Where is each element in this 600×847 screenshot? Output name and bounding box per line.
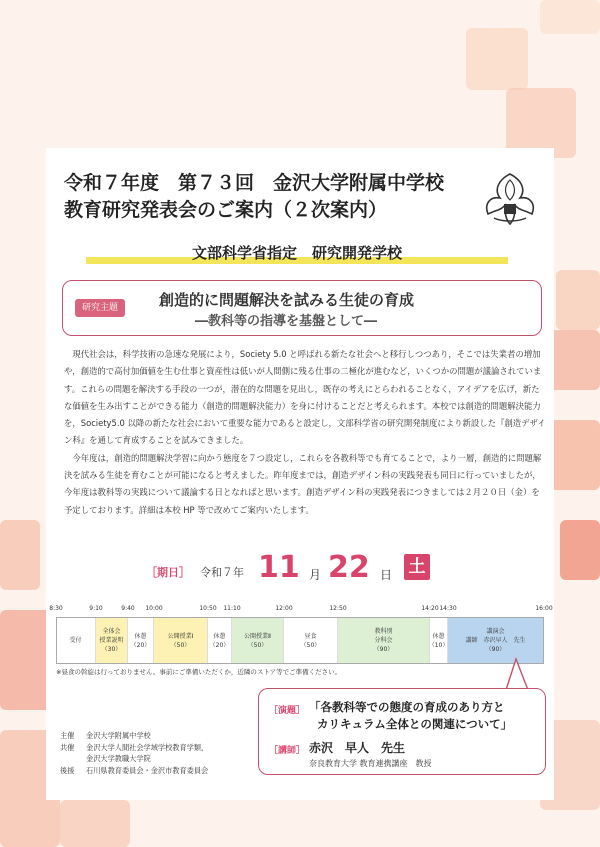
schedule-tick-label: 9:40 [121,605,135,612]
event-date [146,550,446,590]
schedule-segment-duration: （10） [428,641,449,649]
schedule-segment-label: 受付 [69,637,82,644]
schedule-segment [96,617,128,664]
background-square [550,420,600,490]
schedule-tick-label: 11:10 [223,605,241,612]
intro-paragraph-2: 今年度は，創造的問題解決学習に向かう態度を７つ設定し，これらを各教科等でも育てることで，より一層，創造的に問題解決を試みる生徒を育むことが可能になると考えました。昨年度までは，創造デザイン科の実践発表も同日に行っていましたが，今年度は教科等の実践について議論する日となればと思います。創造デザイン科の実践発表につきましては２月２０日（金）を予定しております。詳細は本校 HP 等で改めてご案内いたします。 [64,452,542,515]
background-square [0,610,52,710]
designation-heading: 文部科学省指定 研究開発学校 [191,244,402,262]
organizers-list [60,730,208,776]
background-square [560,520,600,580]
schedule-tick-label: 12:00 [275,605,293,612]
schedule-segment [128,617,154,664]
intro-text [64,346,546,519]
schedule-segment-duration: （50） [170,641,191,649]
theme-main-title: 創造的に問題解決を試みる生徒の育成 [159,291,415,309]
theme-subtitle: ―教科等の指導を基盤として― [195,314,378,329]
schedule-segment-label: 分科会 [374,637,393,644]
schedule-segment-duration: （50） [247,641,268,649]
organizer-row: 主催 金沢大学附属中学校 [60,731,151,740]
date-day-unit: 日 [380,568,393,582]
background-square [556,270,600,330]
title-line-2: 教育研究発表会のご案内（２次案内） [64,199,388,221]
date-day: 22 [328,550,370,585]
schedule-segment-label: 休憩 [134,632,147,640]
lecture-title-line-2: カリキュラム全体との関連について」 [317,717,513,731]
date-era: 令和７年 [200,566,244,579]
schedule-segment-label: 休憩 [432,632,445,640]
lecture-title-line-1: 「各教科等での態度の育成のあり方と [309,700,505,714]
schedule-tick-label: 9:10 [89,605,103,612]
schedule-segment [338,617,430,664]
theme-tag: 研究主題 [75,299,125,317]
schedule-segment [284,617,338,664]
lecturer-name: 赤沢 早人 先生 [309,741,406,755]
schedule-segment-duration: （20） [130,641,151,649]
schedule-segment-duration: （50） [300,641,321,649]
schedule-segment-label: 講演会 [486,628,505,635]
schedule-note: ※昼食の斡旋は行っておりません。事前にご準備いただくか，近隣のストア等でご準備ください。 [56,668,342,676]
schedule-tick-label: 12:50 [329,605,347,612]
schedule-segment-label: 全体会 [102,628,121,635]
schedule-segment [154,617,208,664]
date-month: 11 [258,550,300,585]
schedule-tick-label: 8:30 [49,605,63,612]
schedule-segment-label: 教科別 [374,628,393,635]
schedule-segment-duration: （20） [209,641,230,649]
schedule-tick-label: 14:20 [421,605,439,612]
background-square [60,800,130,847]
schedule-segment-label: 授業説明 [99,637,124,644]
lecture-callout-pointer [502,657,532,690]
schedule-tick-label: 16:00 [535,605,553,612]
schedule-tick-label: 10:50 [199,605,217,612]
schedule-segment [430,617,448,664]
intro-paragraph-1: 現代社会は，科学技術の急速な発展により，Society 5.0 と呼ばれる新たな社会へと移行しつつあり，そこでは失業者の増加や，創造的で高付加価値を生む仕事と資産性は低いが人間側に残る仕事の二極化が進むなど，いくつかの問題が議論されています。これらの問題を解決する手段の一つが，潜在的な問題を見出し，既存の考えにとらわれることなく，アイデアを広げ，新たな価値を生み出すことができる能力（創造的問題解決能力）を身に付けることだと考えられます。本校では創造的問題解決能力を，Society5.0 以降の新たな社会において重要な能力であると設定し，文部科学省の研究開発制度により新設した『創造デザイン科』を通して育成することを試みてきました。 [64,349,546,446]
lecturer-affiliation: 奈良教育大学 教育連携講座 教授 [309,759,432,768]
research-theme-box [62,280,542,336]
organizer-row: 共催 金沢大学人間社会学域学校教育学類， [60,742,209,752]
school-emblem-icon [480,170,540,228]
lecturer-tag: ［講師］ [269,746,306,756]
organizer-row: 後援 石川県教育委員会・金沢市教育委員会 [60,765,209,775]
date-label: ［期日］ [146,566,190,579]
schedule-segment [208,617,232,664]
schedule-timeline [49,605,553,677]
date-month-unit: 月 [309,568,322,582]
background-square [540,0,600,34]
background-square [466,28,528,90]
schedule-segment-duration: （90） [485,646,506,653]
background-square [0,520,40,590]
schedule-segment-label: 公開授業Ⅱ [244,632,271,640]
title-line-1: 令和７年度 第７３回 金沢大学附属中学校 [64,172,445,194]
schedule-tick-label: 10:00 [145,605,163,612]
schedule-segment-label: 公開授業Ⅰ [167,632,194,640]
schedule-segment-label: 講師 赤沢早人 先生 [465,637,526,644]
schedule-tick-label: 14:30 [439,605,457,612]
lecture-info-box [258,688,546,775]
schedule-segment-duration: （90） [373,646,394,653]
page-title [64,170,444,224]
schedule-segment [232,617,284,664]
lecture-title-tag: ［演題］ [269,706,306,716]
schedule-segment [56,617,96,664]
schedule-segment-duration: （30） [101,646,122,653]
organizer-row: 金沢大学教職大学院 [86,754,151,764]
schedule-segment-label: 休憩 [213,632,226,640]
schedule-segment-label: 昼食 [304,632,317,640]
date-weekday-badge: 土 [404,554,430,580]
